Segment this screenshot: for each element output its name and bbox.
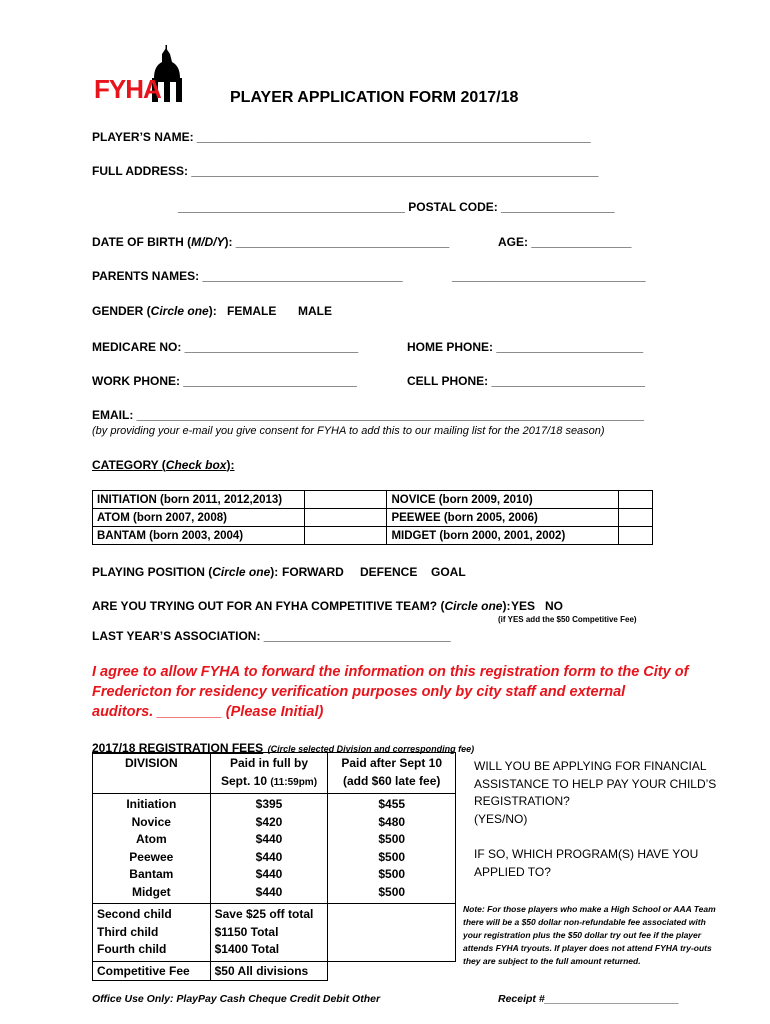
category-check: Check box xyxy=(165,458,227,472)
cell-phone-field[interactable]: CELL PHONE: _______________________ xyxy=(407,374,645,388)
category-novice: NOVICE (born 2009, 2010) xyxy=(387,491,619,509)
position-suffix: ): xyxy=(270,565,279,579)
fees-division-row xyxy=(93,794,456,904)
playing-position-label xyxy=(92,565,278,579)
office-use-only: Office Use Only: PlayPay Cash Cheque Credit Debit Other xyxy=(92,993,381,1005)
division-midget[interactable]: Midget xyxy=(131,884,171,899)
category-checkbox-midget[interactable] xyxy=(619,527,653,545)
work-phone-field[interactable]: WORK PHONE: __________________________ xyxy=(92,374,357,388)
competitive-circle: Circle one xyxy=(444,599,503,613)
competitive-prefix: ARE YOU TRYING OUT FOR AN FYHA COMPETITIVE TEAM? ( xyxy=(92,599,445,613)
fees-col-full: Paid in full by Sept. 10 (11:59pm) xyxy=(210,753,328,794)
fees-discount-row xyxy=(93,904,456,962)
fee-full-initiation[interactable]: $395 xyxy=(255,797,283,811)
page-title: PLAYER APPLICATION FORM 2017/18 xyxy=(230,89,519,106)
gender-female-option[interactable]: FEMALE xyxy=(227,304,277,318)
gender-field xyxy=(92,304,217,318)
category-initiation: INITIATION (born 2011, 2012,2013) xyxy=(93,491,305,509)
financial-yes-no[interactable]: (YES/NO) xyxy=(474,812,528,826)
home-phone-field[interactable]: HOME PHONE: ______________________ xyxy=(407,340,644,354)
category-checkbox-peewee[interactable] xyxy=(619,509,653,527)
division-novice[interactable]: Novice xyxy=(131,814,171,829)
category-atom: ATOM (born 2007, 2008) xyxy=(93,509,305,527)
category-row xyxy=(93,491,653,509)
fees-heading-text: 2017/18 REGISTRATION FEES xyxy=(92,741,264,755)
agreement-line3: auditors. ________ (Please Initial) xyxy=(92,704,324,720)
age-field[interactable]: AGE: _______________ xyxy=(498,235,632,249)
competitive-suffix: ): xyxy=(502,599,511,613)
logo-text: FYHA xyxy=(94,74,161,104)
discount-fourth-child: Fourth child xyxy=(97,942,167,956)
fees-heading-note: (Circle selected Division and corresponding fee) xyxy=(267,744,475,754)
agreement-line1: I agree to allow FYHA to forward the information on this registration form to the City of xyxy=(92,664,689,680)
fee-after-atom[interactable]: $500 xyxy=(378,832,406,846)
fees-header-row xyxy=(93,753,456,794)
fee-full-atom[interactable]: $440 xyxy=(255,832,283,846)
category-midget: MIDGET (born 2000, 2001, 2002) xyxy=(387,527,619,545)
players-name-field[interactable]: PLAYER’S NAME: ___________________________________________________________ xyxy=(92,130,591,144)
full-address-field[interactable]: FULL ADDRESS: _____________________________________________________________ xyxy=(92,164,599,178)
position-circle: Circle one xyxy=(212,565,271,579)
fees-col-division: DIVISION xyxy=(93,753,211,794)
category-checkbox-atom[interactable] xyxy=(304,509,387,527)
position-goal-option[interactable]: GOAL xyxy=(431,565,466,579)
fees-competitive-row xyxy=(93,961,456,980)
category-table xyxy=(92,490,653,545)
fees-competitive-empty xyxy=(328,961,456,980)
category-checkbox-novice[interactable] xyxy=(619,491,653,509)
category-prefix: CATEGORY ( xyxy=(92,458,166,472)
category-row xyxy=(93,509,653,527)
division-initiation[interactable]: Initiation xyxy=(126,797,177,811)
dob-suffix: ): ________________________________ xyxy=(224,235,450,249)
parents-names-field[interactable]: PARENTS NAMES: ______________________________ xyxy=(92,269,403,283)
competitive-team-label xyxy=(92,599,510,613)
discount-third-child: Third child xyxy=(97,924,159,939)
fee-after-novice[interactable]: $480 xyxy=(378,814,406,829)
fees-discount-empty xyxy=(328,904,456,962)
competitive-fee-note: (if YES add the $50 Competitive Fee) xyxy=(498,615,637,624)
position-prefix: PLAYING POSITION ( xyxy=(92,565,213,579)
last-association-field[interactable]: LAST YEAR’S ASSOCIATION: ____________________________ xyxy=(92,629,451,643)
gender-male-option[interactable]: MALE xyxy=(298,304,332,318)
fee-after-peewee[interactable]: $500 xyxy=(378,849,406,864)
receipt-number-field[interactable]: Receipt #_______________________ xyxy=(498,993,679,1005)
division-atom[interactable]: Atom xyxy=(135,832,167,846)
fees-col-after: Paid after Sept 10 (add $60 late fee) xyxy=(328,753,456,794)
category-row xyxy=(93,527,653,545)
fee-full-bantam[interactable]: $440 xyxy=(255,867,283,881)
gender-circle: Circle one xyxy=(150,304,209,318)
category-bantam: BANTAM (born 2003, 2004) xyxy=(93,527,305,545)
category-peewee: PEEWEE (born 2005, 2006) xyxy=(387,509,619,527)
fees-discount-values xyxy=(210,904,328,962)
address-line2-field[interactable]: __________________________________ POSTAL CODE: _________________ xyxy=(178,200,615,214)
fee-full-novice[interactable]: $420 xyxy=(255,814,283,829)
discount-fourth-value: $1400 Total xyxy=(214,942,280,956)
dob-prefix: DATE OF BIRTH ( xyxy=(92,235,192,249)
category-label xyxy=(92,458,234,472)
financial-question: WILL YOU BE APPLYING FOR FINANCIAL ASSISTANCE TO HELP PAY YOUR CHILD’S REGISTRATION? xyxy=(474,759,717,808)
high-school-aaa-note: Note: For those players who make a High School or AAA Team there will be a $50 dollar non-refundable fee associated with your registration plus the $50 dollar try out fee if the player attends FYHA tryouts. If player does not attend FYHA try-outs they are subject to the full amount returned. xyxy=(463,904,716,966)
fee-after-initiation[interactable]: $455 xyxy=(378,797,406,811)
discount-second-value: Save $25 off total xyxy=(214,907,314,921)
dob-format: M/D/Y xyxy=(191,235,225,249)
fees-full-cell xyxy=(210,794,328,904)
fee-after-midget[interactable]: $500 xyxy=(378,884,406,899)
competitive-no-option[interactable]: NO xyxy=(545,599,563,613)
division-bantam[interactable]: Bantam xyxy=(129,867,174,881)
competitive-yes-option[interactable]: YES xyxy=(511,599,536,613)
fees-competitive-value: $50 All divisions xyxy=(210,961,328,980)
fee-full-midget[interactable]: $440 xyxy=(255,884,283,899)
category-checkbox-bantam[interactable] xyxy=(304,527,387,545)
fees-competitive-label: Competitive Fee xyxy=(93,961,211,980)
position-defence-option[interactable]: DEFENCE xyxy=(360,565,418,579)
gender-prefix: GENDER ( xyxy=(92,304,151,318)
medicare-field[interactable]: MEDICARE NO: __________________________ xyxy=(92,340,359,354)
email-consent-note: (by providing your e-mail you give consent for FYHA to add this to our mailing list for the 2017/18 season) xyxy=(92,425,605,437)
category-suffix: ): xyxy=(226,458,235,472)
gender-suffix: ): xyxy=(208,304,217,318)
program-question: IF SO, WHICH PROGRAM(S) HAVE YOU APPLIED TO? xyxy=(474,847,699,879)
dob-field[interactable] xyxy=(92,235,449,249)
fyha-logo xyxy=(92,44,192,106)
fees-table xyxy=(92,752,456,981)
fees-after-cell xyxy=(328,794,456,904)
position-forward-option[interactable]: FORWARD xyxy=(282,565,344,579)
fee-after-bantam[interactable]: $500 xyxy=(378,867,406,881)
division-peewee[interactable]: Peewee xyxy=(129,849,174,864)
fees-divisions-cell xyxy=(93,794,211,904)
agreement-line2: Fredericton for residency verification purposes only by city staff and external xyxy=(92,684,626,700)
fee-full-peewee[interactable]: $440 xyxy=(255,849,283,864)
discount-second-child: Second child xyxy=(97,907,172,921)
parents-line2-field[interactable]: _____________________________ xyxy=(452,269,646,283)
discount-third-value: $1150 Total xyxy=(214,924,279,939)
category-checkbox-initiation[interactable] xyxy=(304,491,387,509)
fees-discount-labels xyxy=(93,904,211,962)
email-field[interactable]: EMAIL: ____________________________________________________________________________ xyxy=(92,408,644,422)
